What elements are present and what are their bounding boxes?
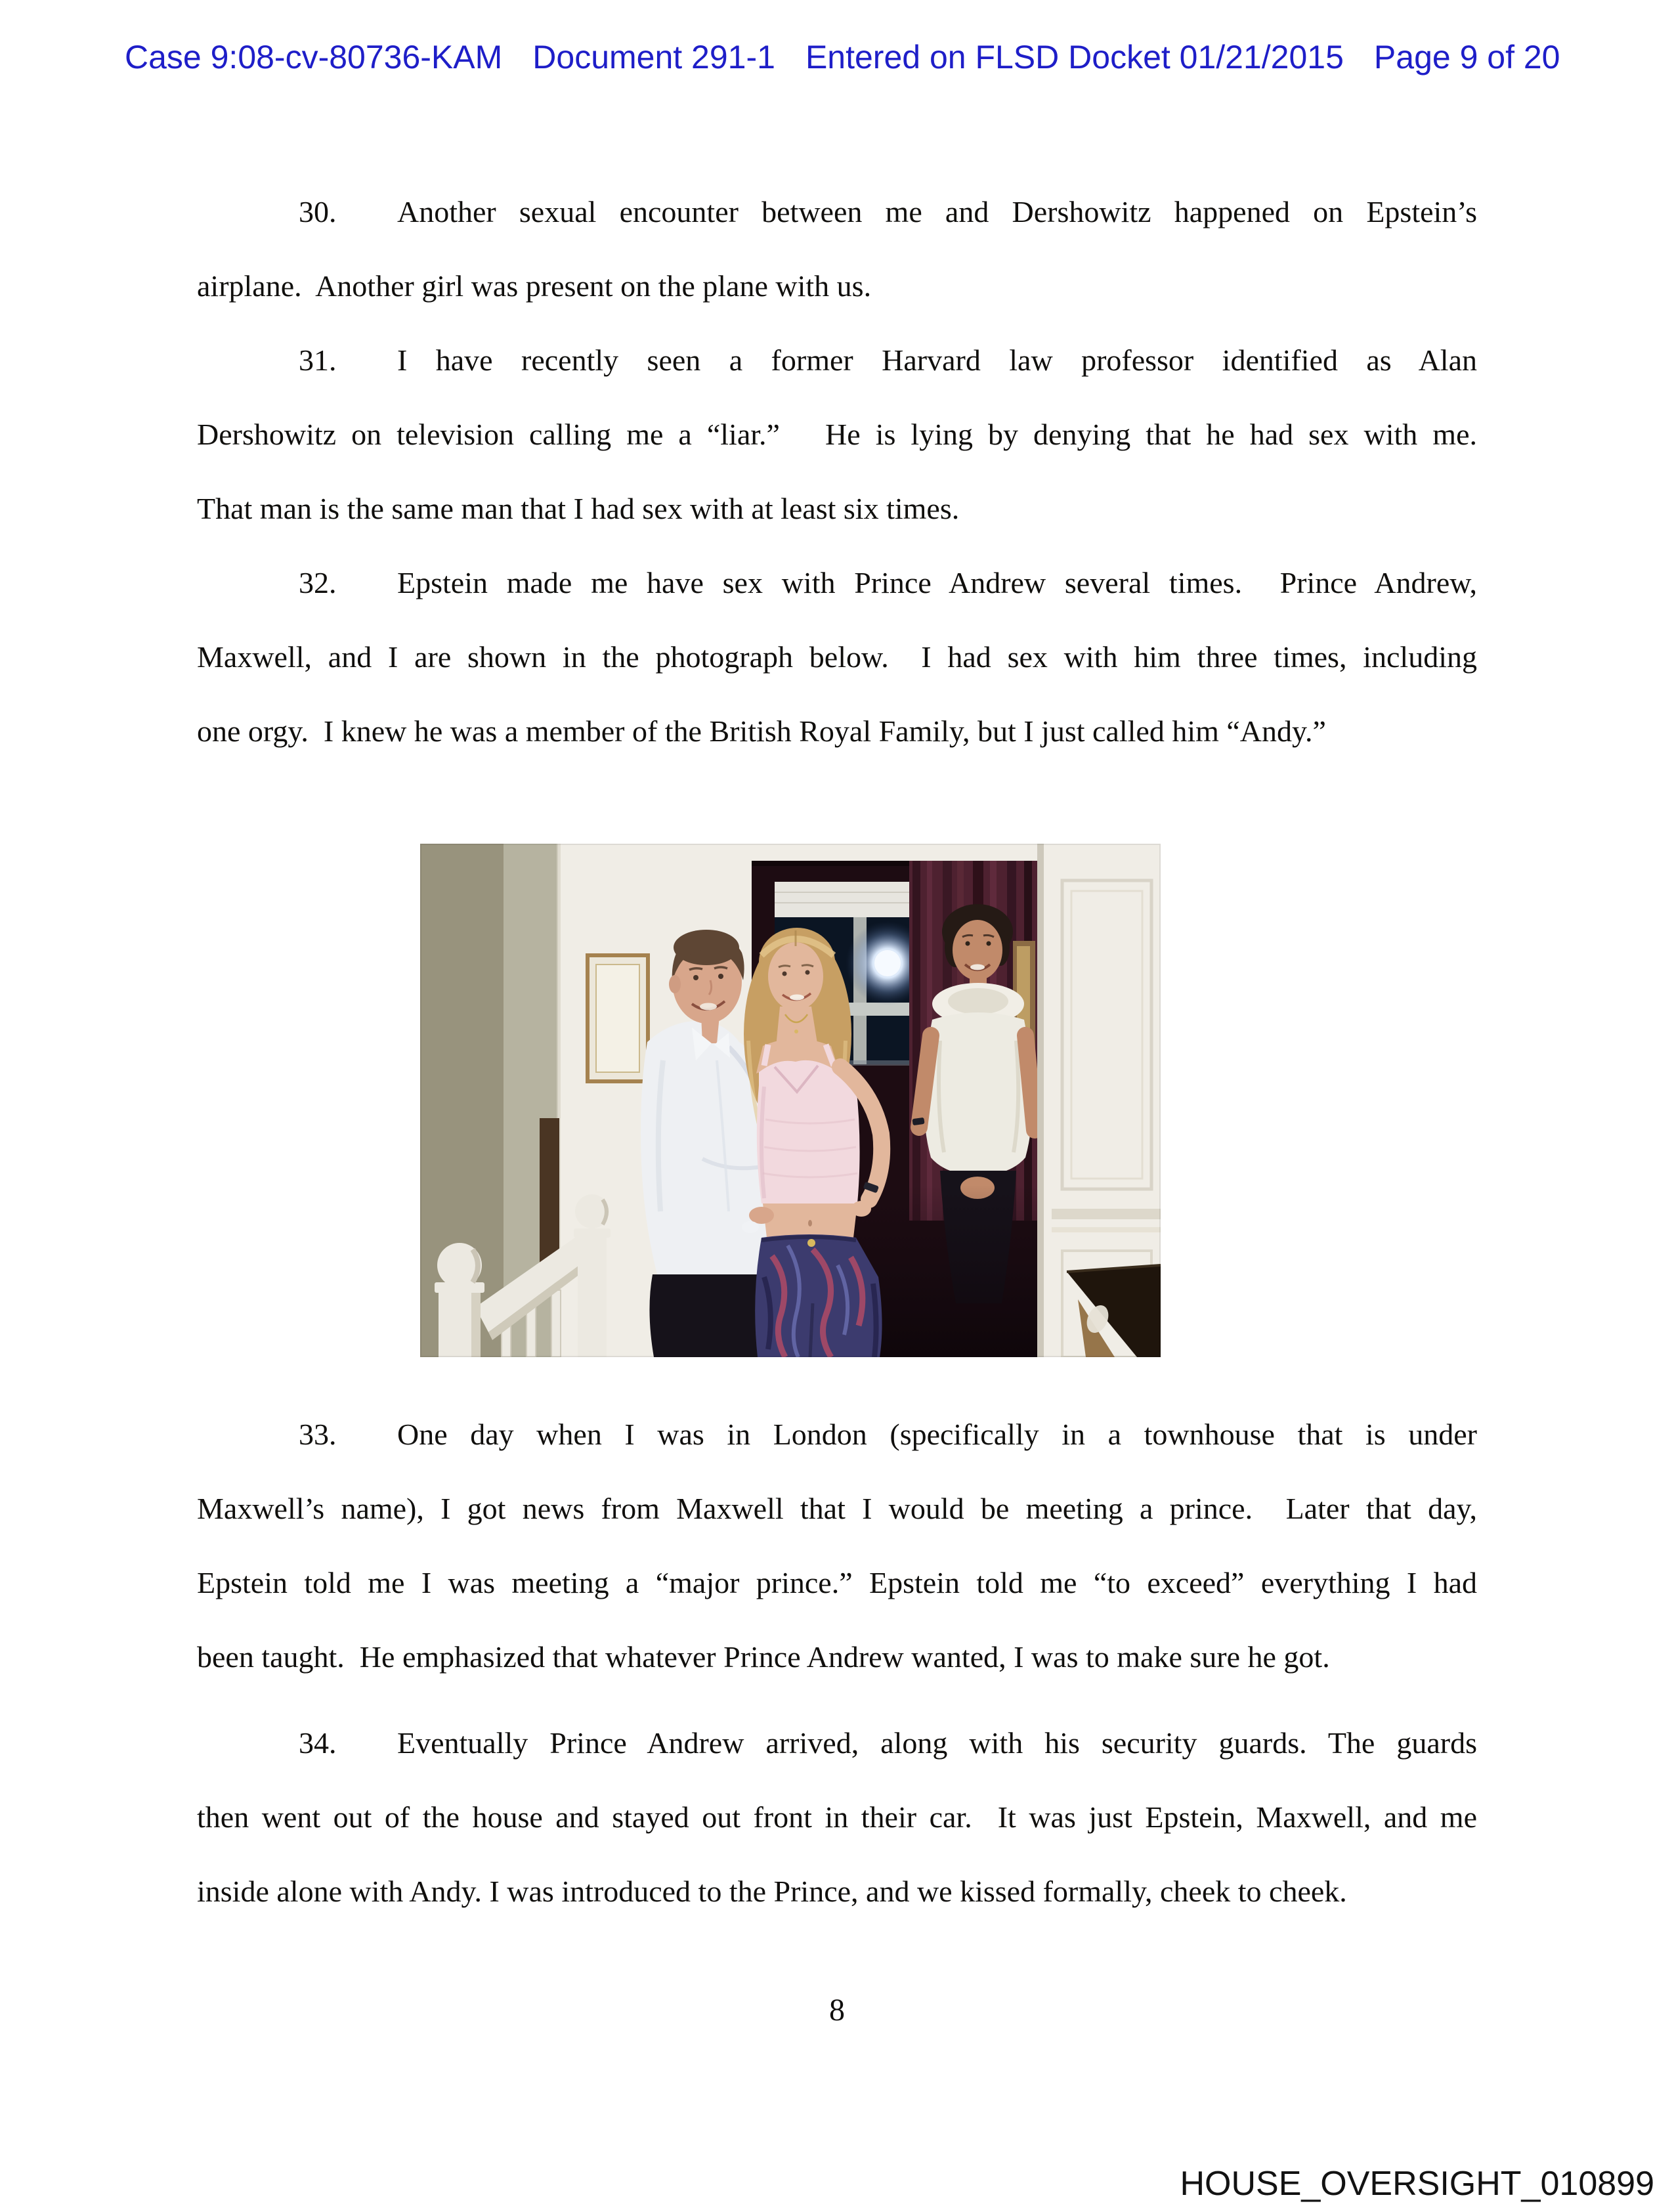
paragraph-number: 33. [299,1418,337,1451]
photo-illustration [420,844,1161,1357]
paragraph-line: airplane. Another girl was present on the plane with us. [197,269,872,303]
paragraph-line: That man is the same man that I had sex with at least six times. [197,492,960,525]
paragraph-line: inside alone with Andy. I was introduced to the Prince, and we kissed formally, cheek to cheek. [197,1875,1347,1908]
paragraph-number: 30. [299,195,337,228]
paragraph-line: Epstein told me I was meeting a “major prince.” Epstein told me “to exceed” everything I had [197,1566,1477,1599]
paragraph-line: been taught. He emphasized that whatever Prince Andrew wanted, I was to make sure he got. [197,1640,1330,1674]
document-number: Document 291-1 [532,39,775,76]
paragraph-line-text: Eventually Prince Andrew arrived, along with his security guards. The guards [397,1726,1477,1760]
docket-entry-date: Entered on FLSD Docket 01/21/2015 [805,39,1344,76]
paragraph-line: Maxwell, and I are shown in the photograph below. I had sex with him three times, including [197,640,1477,674]
page-number: 8 [829,1993,845,2028]
affidavit-text-upper [197,175,1477,768]
paragraph-line: Dershowitz on television calling me a “liar.” He is lying by denying that he had sex with me. [197,418,1477,451]
paragraph-line: then went out of the house and stayed out front in their car. It was just Epstein, Maxwell, and me [197,1800,1477,1834]
paragraph-number: 32. [299,566,337,599]
paragraph-line-text: Another sexual encounter between me and Dershowitz happened on Epstein’s [397,195,1477,228]
paragraph-line: one orgy. I knew he was a member of the British Royal Family, but I just called him “Andy.” [197,714,1326,748]
case-number: Case 9:08-cv-80736-KAM [125,39,503,76]
paragraph-32 [197,546,1477,768]
paragraph-30 [197,175,1477,323]
paragraph-34 [197,1706,1477,1928]
paragraph-line: Maxwell’s name), I got news from Maxwell that I would be meeting a prince. Later that day, [197,1492,1477,1525]
paragraph-line [197,1397,1477,1471]
paragraph-line [197,1706,1477,1780]
paragraph-line-text: One day when I was in London (specifically in a townhouse that is under [397,1418,1477,1451]
evidence-photograph [420,844,1161,1357]
docket-header [125,41,1560,74]
paragraph-number: 34. [299,1726,337,1760]
paragraph-33 [197,1397,1477,1694]
paragraph-line-text: Epstein made me have sex with Prince Andrew several times. Prince Andrew, [397,566,1477,599]
paragraph-number: 31. [299,343,337,377]
paragraph-line [197,175,1477,249]
bates-stamp: HOUSE_OVERSIGHT_010899 [1180,2165,1654,2203]
picture-frame [588,955,648,1081]
paragraph-line-text: I have recently seen a former Harvard law professor identified as Alan [397,343,1477,377]
paragraph-line [197,323,1477,397]
paragraph-31 [197,323,1477,546]
docket-page-indicator: Page 9 of 20 [1373,39,1560,76]
paragraph-line [197,546,1477,620]
affidavit-text-lower [197,1397,1477,1928]
